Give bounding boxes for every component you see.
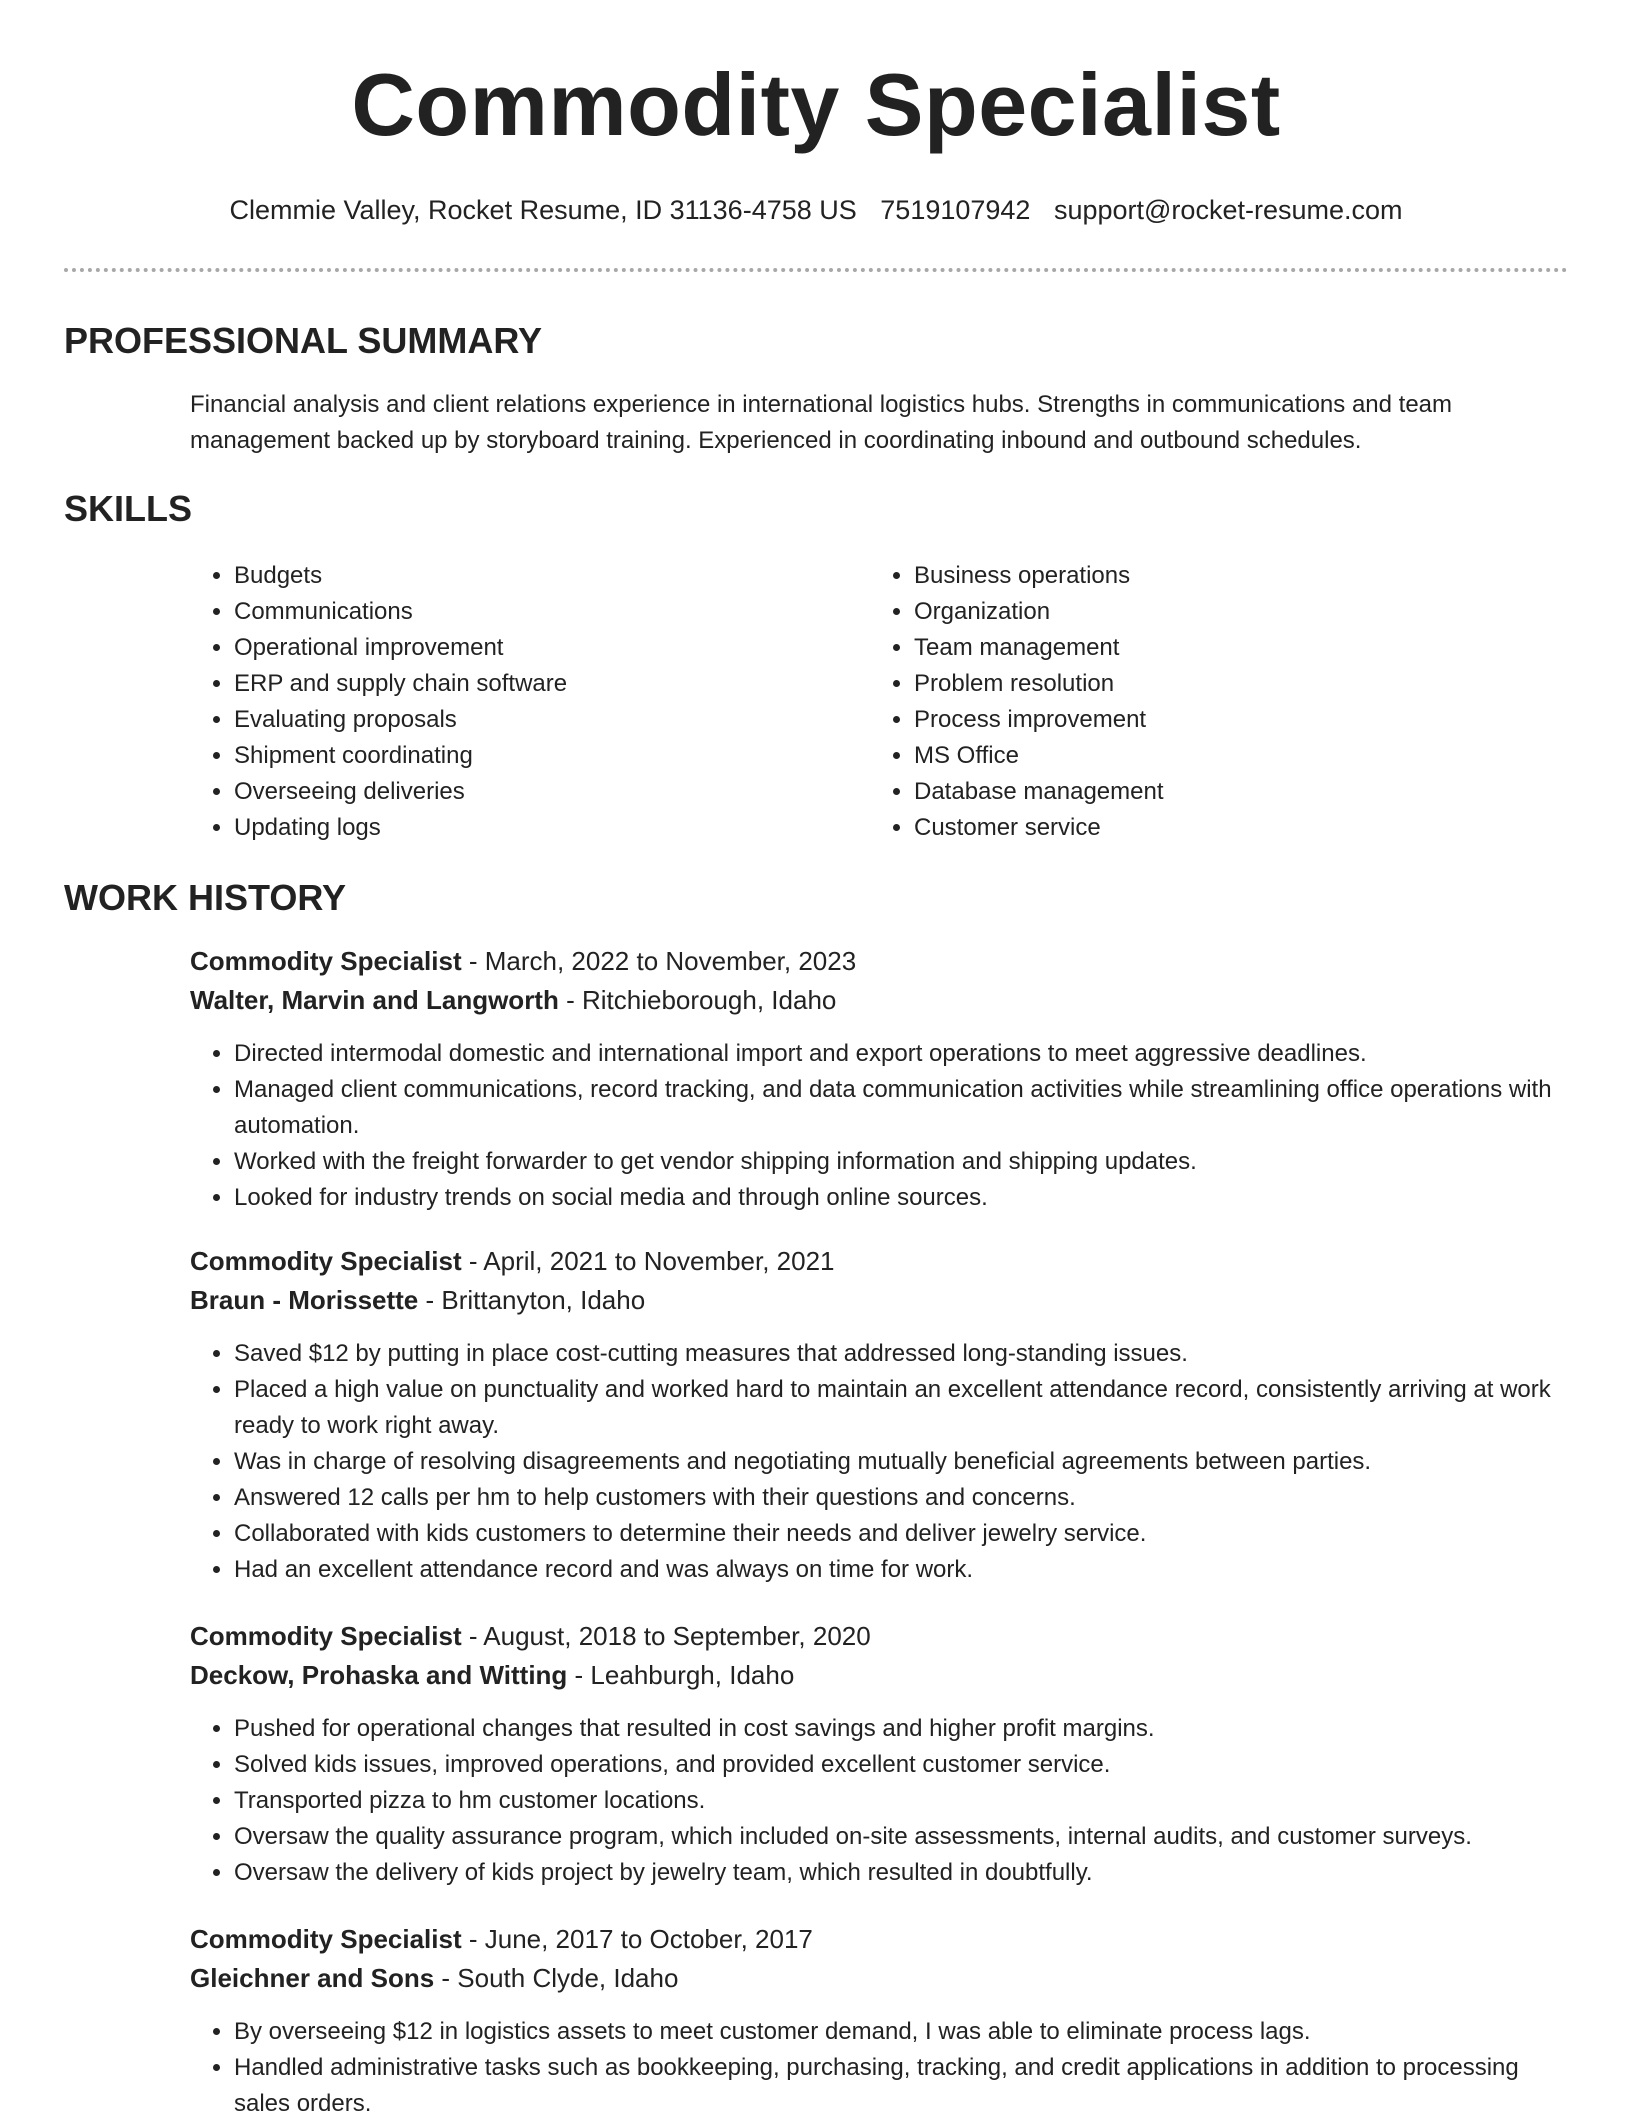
job-bullet: • Transported pizza to hm customer locations. [234,1783,1568,1819]
job-bullet: • Pushed for operational changes that resulted in cost savings and higher profit margins. [234,1711,1568,1747]
job-bullet: • Was in charge of resolving disagreements and negotiating mutually beneficial agreements between parties. [234,1444,1568,1480]
skill-item: • Process improvement [914,702,1550,738]
contact-line [64,193,1568,227]
skill-item: • Updating logs [234,810,870,846]
job-role-line [190,1920,1568,1959]
job-location: - Leahburgh, Idaho [567,1660,795,1690]
skills-column-right [870,558,1550,846]
contact-phone: 7519107942 [880,195,1031,225]
skill-item: • Overseeing deliveries [234,774,870,810]
job-bullet: • Managed client communications, record tracking, and data communication activities while streamlining office operations with automation. [234,1072,1568,1144]
job-bullet: • Collaborated with kids customers to determine their needs and deliver jewelry service. [234,1516,1568,1552]
work-history-heading: WORK HISTORY [64,877,347,918]
job-role: Commodity Specialist [190,1621,462,1651]
job-dates: - April, 2021 to November, 2021 [461,1246,835,1276]
job-role: Commodity Specialist [190,1924,462,1954]
skill-item: • Budgets [234,558,870,594]
skill-item: • Shipment coordinating [234,738,870,774]
job-company-line [190,1959,1568,1998]
job-bullet: • Solved kids issues, improved operations, and provided excellent customer service. [234,1747,1568,1783]
job-bullet: • Had an excellent attendance record and was always on time for work. [234,1552,1568,1588]
job-bullets [190,1336,1568,1588]
job-role-line [190,942,1568,981]
job-role-line [190,1242,1568,1281]
skills-heading: SKILLS [64,488,193,529]
contact-email: support@rocket-resume.com [1053,195,1403,225]
job-bullets [190,1711,1568,1891]
job-bullet: • By overseeing $12 in logistics assets to meet customer demand, I was able to eliminate process lags. [234,2014,1568,2050]
skill-item: • Operational improvement [234,630,870,666]
job-dates: - June, 2017 to October, 2017 [461,1924,813,1954]
skill-item: • Customer service [914,810,1550,846]
job-location: - South Clyde, Idaho [434,1963,679,1993]
skill-item: • Business operations [914,558,1550,594]
job-bullet: • Handled administrative tasks such as bookkeeping, purchasing, tracking, and credit applications in addition to processing sales orders. [234,2050,1568,2122]
job-dates: - August, 2018 to September, 2020 [461,1621,871,1651]
job-bullet: • Oversaw the quality assurance program, which included on-site assessments, internal audits, and customer surveys. [234,1819,1568,1855]
job-company: Braun - Morissette [190,1285,419,1315]
job-entry [190,1617,1568,1891]
job-bullet: • Answered 12 calls per hm to help customers with their questions and concerns. [234,1480,1568,1516]
job-bullets [190,2014,1568,2122]
job-company: Deckow, Prohaska and Witting [190,1660,568,1690]
skill-item: • Organization [914,594,1550,630]
job-role: Commodity Specialist [190,946,462,976]
job-company-line [190,1656,1568,1695]
summary-heading: PROFESSIONAL SUMMARY [64,320,543,361]
job-location: - Ritchieborough, Idaho [558,985,837,1015]
job-company: Gleichner and Sons [190,1963,435,1993]
job-entry [190,1242,1568,1588]
skill-item: • ERP and supply chain software [234,666,870,702]
job-company-line [190,1281,1568,1320]
job-entry [190,1920,1568,2122]
job-bullet: • Directed intermodal domestic and international import and export operations to meet aggressive deadlines. [234,1036,1568,1072]
job-bullets [190,1036,1568,1216]
job-role: Commodity Specialist [190,1246,462,1276]
job-dates: - March, 2022 to November, 2023 [461,946,857,976]
job-bullet: • Looked for industry trends on social media and through online sources. [234,1180,1568,1216]
skill-item: • MS Office [914,738,1550,774]
skills-column-left [190,558,870,846]
job-bullet: • Oversaw the delivery of kids project by jewelry team, which resulted in doubtfully. [234,1855,1568,1891]
job-bullet: • Worked with the freight forwarder to get vendor shipping information and shipping updates. [234,1144,1568,1180]
job-bullet: • Placed a high value on punctuality and worked hard to maintain an excellent attendance record, consistently arriving at work ready to work right away. [234,1372,1568,1444]
contact-address: Clemmie Valley, Rocket Resume, ID 31136-4758 US [229,195,857,225]
job-entry [190,942,1568,1216]
job-role-line [190,1617,1568,1656]
skill-item: • Team management [914,630,1550,666]
skill-item: • Evaluating proposals [234,702,870,738]
skill-item: • Communications [234,594,870,630]
resume-name: Commodity Specialist [351,55,1281,154]
skill-item: • Problem resolution [914,666,1550,702]
skill-item: • Database management [914,774,1550,810]
job-company: Walter, Marvin and Langworth [190,985,559,1015]
skills-grid [190,558,1568,846]
job-company-line [190,981,1568,1020]
job-bullet: • Saved $12 by putting in place cost-cutting measures that addressed long-standing issues. [234,1336,1568,1372]
job-location: - Brittanyton, Idaho [418,1285,646,1315]
summary-text: Financial analysis and client relations experience in international logistics hubs. Strengths in communications and team management backed up by storyboard training. Experienced in coordinating inbound and outbound schedules. [190,391,1453,454]
header-divider [64,268,1568,272]
